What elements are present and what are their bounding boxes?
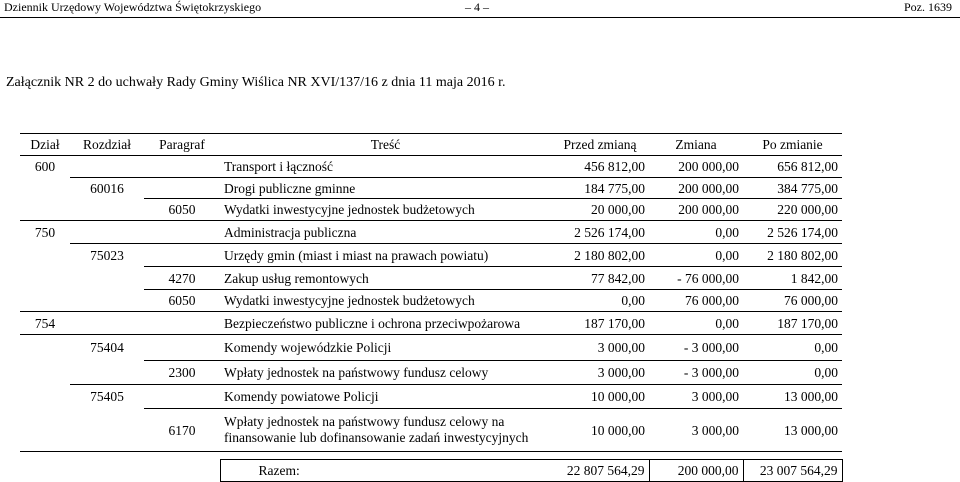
- cell-paragraf: [144, 178, 220, 199]
- total-po: 23 007 564,29: [743, 460, 842, 482]
- cell-rozdzial: [70, 199, 144, 221]
- table-row: [20, 312, 842, 335]
- col-paragraf: Paragraf: [144, 134, 220, 156]
- journal-name: Dziennik Urzędowy Województwa Świętokrzyskiego: [4, 0, 262, 14]
- cell-paragraf: 2300: [144, 361, 220, 385]
- cell-przed: 10 000,00: [551, 409, 649, 452]
- page-number: – 4 –: [465, 0, 489, 14]
- cell-po: 220 000,00: [743, 199, 842, 221]
- cell-tresc: Wpłaty jednostek na państwowy fundusz celowy na finansowanie lub dofinansowanie zadań inwestycyjnych: [220, 409, 551, 452]
- total-row: [20, 460, 842, 482]
- cell-dzial: [20, 199, 70, 221]
- cell-po: 1 842,00: [743, 267, 842, 290]
- total-zmiana: 200 000,00: [649, 460, 743, 482]
- col-przed: Przed zmianą: [551, 134, 649, 156]
- table-row: [20, 199, 842, 221]
- cell-rozdzial: [70, 290, 144, 312]
- cell-tresc: Wydatki inwestycyjne jednostek budżetowych: [220, 199, 551, 221]
- cell-rozdzial: 75023: [70, 244, 144, 267]
- cell-tresc: Wydatki inwestycyjne jednostek budżetowych: [220, 290, 551, 312]
- cell-przed: 3 000,00: [551, 361, 649, 385]
- cell-zmiana: 3 000,00: [649, 409, 743, 452]
- cell-rozdzial: 75405: [70, 385, 144, 409]
- table-row: [20, 385, 842, 409]
- cell-dzial: [20, 361, 70, 385]
- header-rule: [0, 17, 960, 18]
- cell-rozdzial: [70, 156, 144, 178]
- cell-dzial: 750: [20, 221, 70, 244]
- cell-po: 0,00: [743, 361, 842, 385]
- table-row: [20, 290, 842, 312]
- cell-paragraf: [144, 385, 220, 409]
- cell-dzial: [20, 335, 70, 361]
- spacer-row: [20, 452, 842, 460]
- cell-przed: 0,00: [551, 290, 649, 312]
- cell-zmiana: 3 000,00: [649, 385, 743, 409]
- cell-przed: 187 170,00: [551, 312, 649, 335]
- cell-zmiana: 0,00: [649, 312, 743, 335]
- cell-przed: 184 775,00: [551, 178, 649, 199]
- cell-tresc: Zakup usług remontowych: [220, 267, 551, 290]
- cell-po: 0,00: [743, 335, 842, 361]
- cell-tresc: Transport i łączność: [220, 156, 551, 178]
- cell-rozdzial: [70, 409, 144, 452]
- col-tresc: Treść: [220, 134, 551, 156]
- cell-przed: 456 812,00: [551, 156, 649, 178]
- cell-przed: 2 526 174,00: [551, 221, 649, 244]
- total-przed: 22 807 564,29: [551, 460, 649, 482]
- cell-przed: 20 000,00: [551, 199, 649, 221]
- cell-zmiana: - 76 000,00: [649, 267, 743, 290]
- cell-zmiana: 0,00: [649, 244, 743, 267]
- cell-przed: 10 000,00: [551, 385, 649, 409]
- cell-dzial: [20, 409, 70, 452]
- cell-tresc: Drogi publiczne gminne: [220, 178, 551, 199]
- cell-po: 384 775,00: [743, 178, 842, 199]
- cell-po: 187 170,00: [743, 312, 842, 335]
- cell-zmiana: 0,00: [649, 221, 743, 244]
- cell-rozdzial: [70, 267, 144, 290]
- total-label: Razem:: [220, 460, 551, 482]
- cell-zmiana: 76 000,00: [649, 290, 743, 312]
- cell-paragraf: 4270: [144, 267, 220, 290]
- table-row: [20, 267, 842, 290]
- col-zmiana: Zmiana: [649, 134, 743, 156]
- cell-zmiana: - 3 000,00: [649, 335, 743, 361]
- cell-przed: 3 000,00: [551, 335, 649, 361]
- cell-paragraf: [144, 312, 220, 335]
- col-rozdzial: Rozdział: [70, 134, 144, 156]
- table-row: [20, 409, 842, 452]
- annex-title: Załącznik NR 2 do uchwały Rady Gminy Wiślica NR XVI/137/16 z dnia 11 maja 2016 r.: [6, 75, 506, 90]
- cell-rozdzial: 75404: [70, 335, 144, 361]
- cell-rozdzial: [70, 312, 144, 335]
- cell-paragraf: [144, 221, 220, 244]
- cell-paragraf: [144, 156, 220, 178]
- cell-dzial: [20, 290, 70, 312]
- cell-paragraf: 6050: [144, 199, 220, 221]
- cell-po: 76 000,00: [743, 290, 842, 312]
- cell-zmiana: 200 000,00: [649, 199, 743, 221]
- table-header-row: [20, 134, 842, 156]
- cell-dzial: [20, 244, 70, 267]
- table-row: [20, 244, 842, 267]
- cell-tresc: Bezpieczeństwo publiczne i ochrona przeciwpożarowa: [220, 312, 551, 335]
- col-dzial: Dział: [20, 134, 70, 156]
- page-header: [0, 0, 960, 16]
- cell-dzial: 754: [20, 312, 70, 335]
- cell-tresc: Komendy wojewódzkie Policji: [220, 335, 551, 361]
- table-row: [20, 178, 842, 199]
- cell-tresc: Urzędy gmin (miast i miast na prawach powiatu): [220, 244, 551, 267]
- cell-tresc: Wpłaty jednostek na państwowy fundusz celowy: [220, 361, 551, 385]
- cell-paragraf: [144, 244, 220, 267]
- cell-po: 2 180 802,00: [743, 244, 842, 267]
- cell-paragraf: [144, 335, 220, 361]
- cell-po: 2 526 174,00: [743, 221, 842, 244]
- cell-dzial: [20, 267, 70, 290]
- cell-dzial: 600: [20, 156, 70, 178]
- cell-przed: 77 842,00: [551, 267, 649, 290]
- cell-po: 656 812,00: [743, 156, 842, 178]
- table-row: [20, 156, 842, 178]
- cell-przed: 2 180 802,00: [551, 244, 649, 267]
- cell-dzial: [20, 385, 70, 409]
- cell-paragraf: 6050: [144, 290, 220, 312]
- cell-paragraf: 6170: [144, 409, 220, 452]
- cell-po: 13 000,00: [743, 385, 842, 409]
- cell-rozdzial: [70, 221, 144, 244]
- cell-zmiana: 200 000,00: [649, 178, 743, 199]
- cell-zmiana: - 3 000,00: [649, 361, 743, 385]
- table-row: [20, 361, 842, 385]
- cell-tresc: Komendy powiatowe Policji: [220, 385, 551, 409]
- table-row: [20, 221, 842, 244]
- cell-po: 13 000,00: [743, 409, 842, 452]
- cell-tresc: Administracja publiczna: [220, 221, 551, 244]
- cell-rozdzial: [70, 361, 144, 385]
- cell-zmiana: 200 000,00: [649, 156, 743, 178]
- budget-table: [20, 133, 843, 482]
- col-po: Po zmianie: [743, 134, 842, 156]
- cell-rozdzial: 60016: [70, 178, 144, 199]
- cell-dzial: [20, 178, 70, 199]
- table-row: [20, 335, 842, 361]
- position-number: Poz. 1639: [904, 0, 952, 14]
